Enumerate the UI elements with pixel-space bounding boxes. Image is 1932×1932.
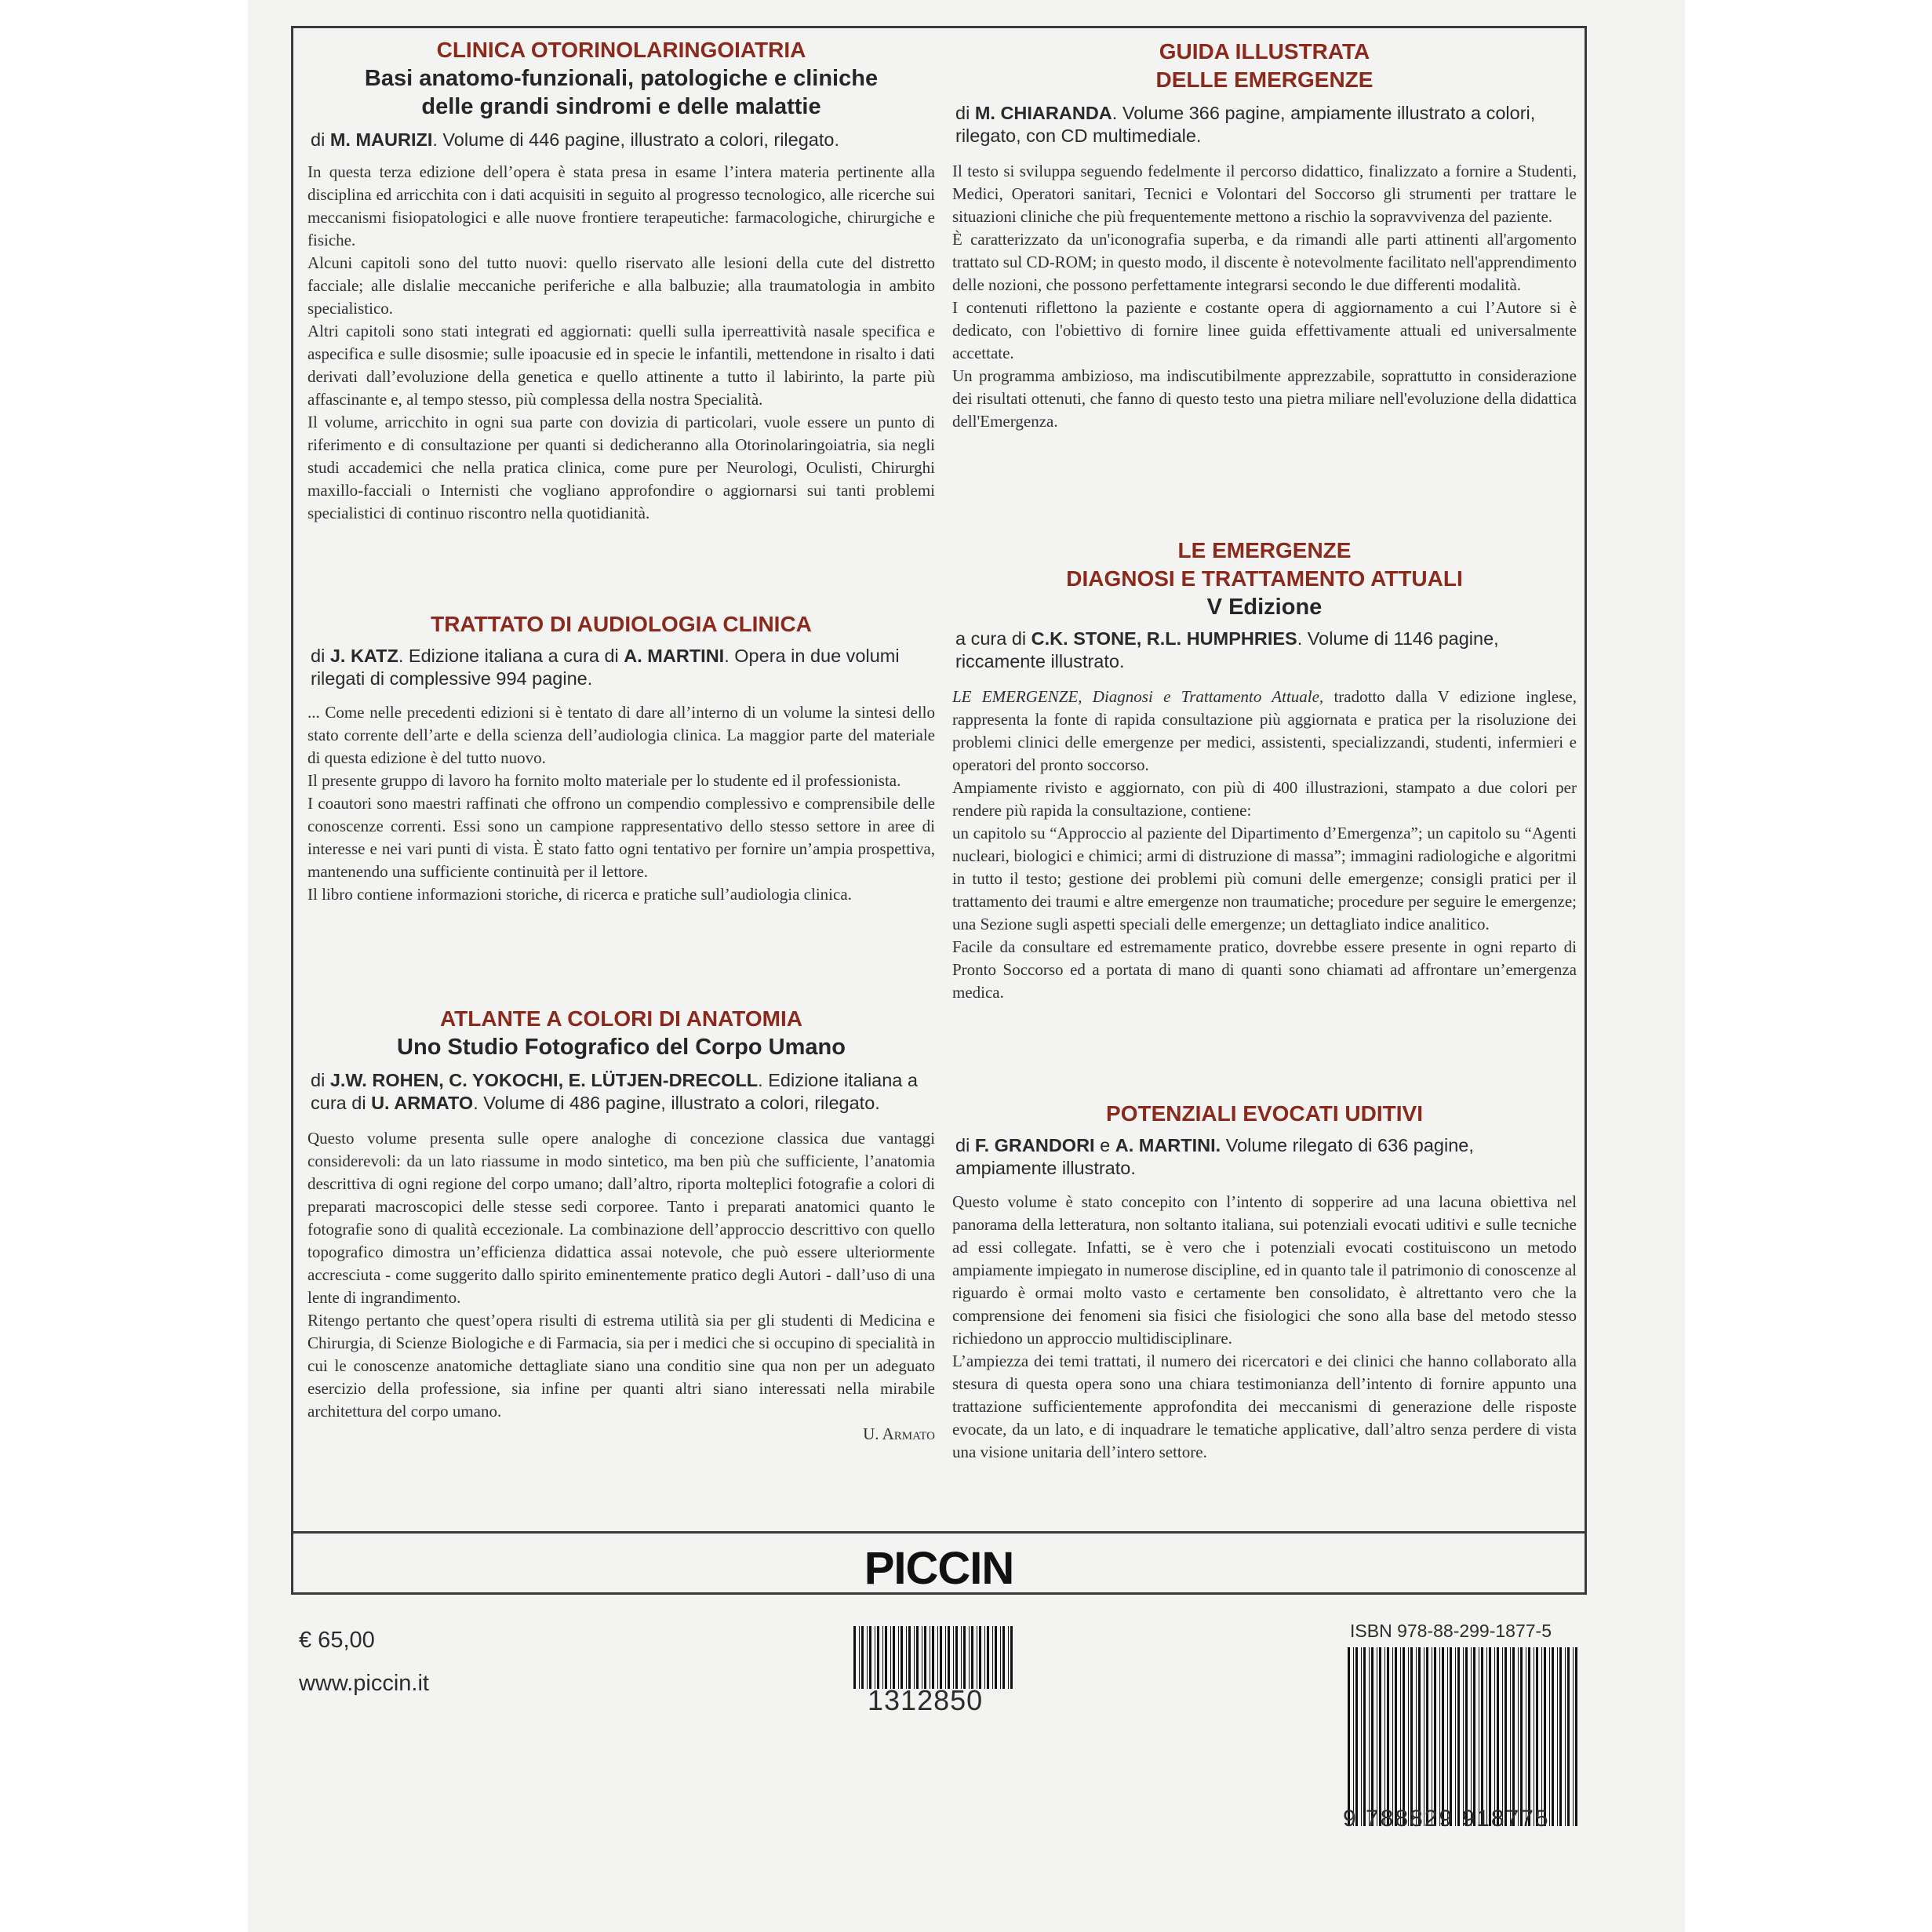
description-paragraph: Questo volume presenta sulle opere analoghe di concezione classica due vantaggi considerevoli: da un lato riassume in modo sintetico, ma ben più che sufficiente, l’anatomia descrittiva di ogni regione del corpo umano; dall’altro, riporta molteplici fotografie a colori di preparati macroscopici delle stesse sedi corporee. Tanto i preparati anatomici quanto le fotografie sono di qualità eccezionale. La combinazione dell’approccio descrittivo con quello topografico dimostra un’efficienza didattica assai notevole, che può essere ulteriormente accresciuta - come suggerito dallo spirito eminentemente pratico degli Autori - dall’uso di una lente di ingrandimento. — [307, 1129, 935, 1307]
book-subtitle: Uno Studio Fotografico del Corpo Umano — [397, 1035, 846, 1060]
barcode-bar — [1434, 1647, 1436, 1826]
barcode-bar — [1486, 1647, 1487, 1826]
book-details: . Volume 366 pagine, ampiamente illustrato a colori, rilegato, con CD multimediale. — [955, 103, 1536, 146]
barcode-bar — [1510, 1647, 1511, 1826]
book-details: . Volume di 1146 pagine, riccamente illustrato. — [955, 628, 1499, 671]
book-details: . Volume di 446 pagine, illustrato a colori, rilegato. — [432, 129, 839, 150]
barcode-bar — [955, 1626, 958, 1689]
barcode-bar — [1565, 1647, 1566, 1826]
barcode-bar — [1403, 1647, 1405, 1826]
barcode-bar — [1363, 1647, 1366, 1826]
barcode-bar — [1392, 1647, 1393, 1826]
barcode-bar — [1567, 1647, 1570, 1826]
description-paragraph: un capitolo su “Approccio al paziente del Dipartimento d’Emergenza”; un capitolo su “Agenti nucleari, biologici e chimici; armi di distruzione di massa”; immagini radiologiche e algoritmi in tutto il testo; gestione dei problemi più comuni delle emergenze; consigli pratici per il trattamento dei traumi e altre emergenze non traumatiche; procedure per seguire le emergenze; una Sezione sugli aspetti speciali delle emergenze; un dettagliato indice analitico. — [952, 824, 1577, 933]
book-title: TRATTATO DI AUDIOLOGIA CLINICA — [431, 612, 812, 636]
description-paragraph: ... Come nelle precedenti edizioni si è tentato di dare all’interno di un volume la sintesi dello stato corrente dell’arte e della scienza dell’audiologia clinica. La maggior parte del materiale di questa edizione è del tutto nuovo. — [307, 703, 935, 767]
barcode-bar — [1416, 1647, 1417, 1826]
barcode-bar — [969, 1626, 970, 1689]
book-author: M. CHIARANDA — [974, 103, 1112, 123]
barcode-bar — [1497, 1647, 1499, 1826]
book-title: GUIDA ILLUSTRATA — [1159, 39, 1370, 64]
barcode-number: 1312850 — [868, 1684, 984, 1716]
barcode-bar — [1361, 1647, 1362, 1826]
byline-text: . Edizione italiana a cura di — [398, 646, 624, 666]
book-authors: J.W. ROHEN, C. YOKOCHI, E. LÜTJEN-DRECOLL — [329, 1070, 759, 1090]
byline-prefix: a cura di — [955, 628, 1031, 649]
barcode-bar — [906, 1626, 907, 1689]
barcode-bar — [1557, 1647, 1558, 1826]
barcode-bar — [1473, 1647, 1475, 1826]
barcode-bar — [1541, 1647, 1542, 1826]
book-description — [952, 686, 1577, 1004]
barcode-bar — [1518, 1647, 1519, 1826]
description-paragraph: I contenuti riflettono la paziente e costante opera di aggiornamento a cui l’Autore si è dedicato, con l'obiettivo di fornire linee guida effettivamente attuali ed universalmente accettate. — [952, 298, 1577, 362]
barcode-bar — [1494, 1647, 1495, 1826]
barcode-bar — [1575, 1647, 1577, 1826]
book-guida-emergenze — [952, 38, 1577, 433]
barcode-bar — [963, 1626, 966, 1689]
byline-prefix: di — [955, 103, 975, 123]
barcode-bar — [1410, 1647, 1413, 1826]
book-authors: C.K. STONE, R.L. HUMPHRIES — [1031, 628, 1297, 649]
barcode-bar — [890, 1626, 891, 1689]
description-paragraph: Il libro contiene informazioni storiche, di ricerca e pratiche sull’audiologia clinica. — [307, 885, 852, 904]
barcode-bar — [1544, 1647, 1546, 1826]
description-paragraph: Un programma ambizioso, ma indiscutibilmente apprezzabile, soprattutto in considerazione dei risultati ottenuti, che fanno di questo testo una pietra miliare nell'evoluzione della didattica dell'Emergenza. — [952, 366, 1577, 431]
barcode-bar — [971, 1626, 973, 1689]
barcode-bar — [853, 1626, 856, 1689]
book-byline — [307, 129, 935, 151]
book-title: CLINICA OTORINOLARINGOIATRIA — [436, 38, 806, 62]
book-description — [307, 1127, 935, 1423]
barcode-bar — [916, 1626, 919, 1689]
book-trattato-audiologia — [307, 610, 935, 906]
description-paragraph: Il volume, arricchito in ogni sua parte con dovizia di particolari, vuole essere un punto di riferimento e di consultazione per quanti si dedicheranno alla Otorinolaringoiatria, sia negli studi accademici che nella pratica clinica, come pure per Neurologi, Oculisti, Chirurghi maxillo-facciali o Internisti che vogliano approfondire o aggiornarsi sui tanti problemi specialistici di continuo riscontro nella quotidianità. — [307, 413, 935, 522]
barcode-bar — [1520, 1647, 1523, 1826]
description-paragraph — [952, 686, 1577, 777]
byline-prefix: di — [955, 1135, 975, 1155]
barcode-bar — [908, 1626, 911, 1689]
barcode-bar — [1002, 1626, 1005, 1689]
book-title: DIAGNOSI E TRATTAMENTO ATTUALI — [1066, 566, 1463, 591]
book-byline — [952, 102, 1577, 147]
book-title: LE EMERGENZE — [1177, 538, 1352, 562]
book-editor: A. MARTINI — [624, 646, 725, 666]
barcode-bar — [1447, 1647, 1448, 1826]
barcode-bar — [961, 1626, 962, 1689]
barcode-bar — [984, 1626, 985, 1689]
barcode-bar — [1549, 1647, 1550, 1826]
book-back-cover — [248, 0, 1685, 1932]
barcode-bar — [987, 1626, 989, 1689]
content-frame — [291, 26, 1587, 1595]
barcode-bar — [979, 1626, 981, 1689]
barcode-bar — [1463, 1647, 1464, 1826]
book-author: M. MAURIZI — [329, 129, 433, 150]
barcode-bar — [945, 1626, 946, 1689]
barcode-bar — [1408, 1647, 1409, 1826]
italic-title: LE EMERGENZE, Diagnosi e Trattamento Attuale, — [952, 687, 1324, 706]
description-paragraph: Il presente gruppo di lavoro ha fornito molto materiale per lo studente ed il professionista. — [307, 771, 901, 790]
barcode-bar — [948, 1626, 950, 1689]
barcode-bar — [937, 1626, 938, 1689]
isbn: ISBN 978-88-299-1877-5 — [1350, 1621, 1552, 1641]
book-clinica-otorinolaringoiatria — [307, 36, 935, 525]
description-paragraph: Questo volume è stato concepito con l’intento di sopperire ad una lacuna obiettiva nel panorama della letteratura, non soltanto italiana, sui potenziali evocati uditivi e sulle tecniche ad essi collegate. Infatti, se è vero che i potenziali evocati costituiscono un metodo ampiamente impiegato in numerose discipline, ed in quanto tale il patrimonio di conoscenze al riguardo è ormai molto vasto e certamente ben consolidato, è altrettanto vero che la comprensione dei fenomeni sia fisici che fisiologici che sono alla base del metodo stesso richiedono un approccio multidisciplinare. — [952, 1192, 1577, 1348]
barcode-bar — [1395, 1647, 1397, 1826]
barcode-bar — [1559, 1647, 1562, 1826]
review-signature: U. Armato — [863, 1424, 935, 1443]
book-title: POTENZIALI EVOCATI UDITIVI — [1106, 1101, 1423, 1126]
barcode-bar — [1000, 1626, 1001, 1689]
barcode-bar — [1010, 1626, 1013, 1689]
barcode-bar — [893, 1626, 895, 1689]
barcode-bar — [1371, 1647, 1374, 1826]
book-subtitle: delle grandi sindromi e delle malattie — [421, 94, 821, 119]
barcode-bar — [1504, 1647, 1507, 1826]
description-paragraph: Ampiamente rivisto e aggiornato, con più di 400 illustrazioni, stampato a due colori per rendere più rapida la consultazione, contiene: — [952, 778, 1577, 820]
book-editor: U. ARMATO — [371, 1093, 474, 1113]
barcode-bar — [882, 1626, 883, 1689]
book-subtitle: Basi anatomo-funzionali, patologiche e cliniche — [364, 66, 879, 91]
barcode-bar — [995, 1626, 997, 1689]
book-atlante-anatomia — [307, 1005, 935, 1445]
barcode-bar — [1426, 1647, 1428, 1826]
barcode-icon — [852, 1626, 1018, 1689]
barcode-bar — [1552, 1647, 1554, 1826]
barcode-bar — [1439, 1647, 1440, 1826]
book-author: J. KATZ — [329, 646, 398, 666]
barcode-bar — [859, 1626, 860, 1689]
barcode-bar — [901, 1626, 903, 1689]
divider — [293, 1531, 1585, 1534]
barcode-bar — [1512, 1647, 1515, 1826]
barcode-bar — [1528, 1647, 1530, 1826]
book-byline — [952, 1134, 1577, 1180]
barcode-bar — [1387, 1647, 1389, 1826]
barcode-bar — [885, 1626, 887, 1689]
barcode-bar — [1348, 1647, 1350, 1826]
barcode-bar — [867, 1626, 868, 1689]
book-byline — [952, 628, 1577, 673]
book-description — [307, 161, 935, 525]
book-edition: V Edizione — [1206, 595, 1323, 620]
barcode-bar — [932, 1626, 934, 1689]
barcode-bar — [940, 1626, 942, 1689]
description-paragraph: Il testo si sviluppa seguendo fedelmente il percorso didattico, finalizzato a fornire a Studenti, Medici, Operatori sanitari, Tecnici e Volontari del Soccorso gli strumenti per trattare le situazioni cliniche che più frequentemente mettono a rischio la sopravvivenza del paziente. — [952, 162, 1577, 226]
description-text: tradotto dalla V edizione inglese, rappresenta la fonte di rapida consultazione più aggiornata e pratica per la risoluzione dei problemi clinici delle emergenze per medici, assistenti, specializzandi, studenti, infermieri e operatori del pronto soccorso. — [952, 687, 1577, 774]
barcode-bar — [924, 1626, 926, 1689]
barcode-bar — [877, 1626, 879, 1689]
byline-text: . Edizione italiana a cura di — [311, 1070, 918, 1113]
barcode-bar — [1536, 1647, 1538, 1826]
publisher-logo: PICCIN — [864, 1543, 1014, 1594]
book-author: A. MARTINI. — [1115, 1135, 1221, 1155]
description-paragraph: L’ampiezza dei temi trattati, il numero dei ricercatori e dei clinici che hanno collaborato alla stesura di questa opera sono una chiara testimonianza dell’intento di fornire appunto una trattazione sufficientemente approfondita dei meccanismi di generazione delle risposte evocate, da un lato, e di inquadrare le tematiche applicative, dall’altro senza perdere di vista una visione unitaria dell’intero settore. — [952, 1352, 1577, 1461]
barcode-bar — [914, 1626, 915, 1689]
byline-text: e — [1094, 1135, 1115, 1155]
book-potenziali-evocati — [952, 1100, 1577, 1464]
barcode-bar — [1471, 1647, 1472, 1826]
description-paragraph: Ritengo pertanto che quest’opera risulti di estrema utilità sia per gli studenti di Medicina e Chirurgia, di Scienze Biologiche e di Farmacia, sia per i medici che si occupino di specialità in cui le conoscenze anatomiche dettagliate siano una conditio sine qua non per un adeguato esercizio della professione, sia infine per quanti altri siano interessati nella mirabile architettura del corpo umano. — [307, 1311, 935, 1421]
barcode-bar — [1573, 1647, 1574, 1826]
barcode-bar — [861, 1626, 864, 1689]
barcode-bar — [898, 1626, 899, 1689]
book-author: F. GRANDORI — [974, 1135, 1095, 1155]
barcode-bar — [1418, 1647, 1421, 1826]
barcode-bar — [1450, 1647, 1452, 1826]
barcode-bar — [1379, 1647, 1381, 1826]
barcode-bar — [1465, 1647, 1468, 1826]
barcode-bar — [1384, 1647, 1385, 1826]
website: www.piccin.it — [299, 1671, 429, 1696]
barcode-bar — [953, 1626, 954, 1689]
description-paragraph: Altri capitoli sono stati integrati ed aggiornati: quelli sulla iperreattività nasale specifica e aspecifica e sulle disosmie; sulle ipoacusie ed in specie le infantili, mettendone in risalto i dati derivati dall’evoluzione della genetica e quello attinente a tutto il labirinto, la parte più affascinante e, al tempo stesso, più complessa della nostra Specialità. — [307, 322, 935, 409]
barcode-bar — [1355, 1647, 1358, 1826]
description-paragraph: Alcuni capitoli sono del tutto nuovi: quello riservato alle lesioni della cute del distretto facciale; alle dislalie meccaniche periferiche e alla balbuzie; alla traumatologia in ambito specialistico. — [307, 253, 935, 318]
book-details: . Opera in due volumi rilegati di complessive 994 pagine. — [311, 646, 900, 689]
book-details: Volume rilegato di 636 pagine, ampiamente illustrato. — [955, 1135, 1474, 1178]
byline-prefix: di — [311, 1070, 330, 1090]
barcode-bar — [1369, 1647, 1370, 1826]
barcode-bar — [1442, 1647, 1444, 1826]
barcode-bar — [1400, 1647, 1401, 1826]
book-title: ATLANTE A COLORI DI ANATOMIA — [440, 1006, 802, 1031]
description-paragraph: È caratterizzato da un'iconografia superba, e da rimandi alle parti attinenti all'argomento trattato sul CD-ROM; in questo modo, il discente è notevolmente facilitato nell'apprendimento delle nozioni, che possono perfettamente integrarsi secondo le due differenti modalità. — [952, 230, 1577, 294]
barcode-bar — [1457, 1647, 1460, 1826]
barcode-bar — [1455, 1647, 1456, 1826]
isbn-barcode-number: 9 788829 918775 — [1343, 1806, 1550, 1832]
description-paragraph: I coautori sono maestri raffinati che offrono un compendio complessivo e comprensibile delle conoscenze correnti. Essi sono un campione rappresentativo dello stesso settore in aree di interesse e nei vari punti di vista. È stato fatto ogni tentativo per fornire un’ampia prospettiva, mantenendo una sufficiente continuità per il lettore. — [307, 794, 935, 881]
barcode-bar — [1489, 1647, 1491, 1826]
description-paragraph: In questa terza edizione dell’opera è stata presa in esame l’intera materia pertinente alla disciplina ed arricchita con i dati acquisiti in seguito al progresso tecnologico, alle ricerche sui meccanismi fisiopatologici e alle nuove frontiere terapeutiche: farmacologiche, chirurgiche e fisiche. — [307, 162, 935, 249]
book-details: . Volume di 486 pagine, illustrato a colori, rilegato. — [473, 1093, 880, 1113]
price: € 65,00 — [299, 1628, 375, 1653]
barcode-bar — [992, 1626, 993, 1689]
barcode-bar — [869, 1626, 871, 1689]
book-description — [952, 1191, 1577, 1464]
isbn-barcode-icon — [1346, 1647, 1581, 1826]
barcode-bar — [1353, 1647, 1354, 1826]
book-title: DELLE EMERGENZE — [1155, 67, 1374, 92]
book-le-emergenze — [952, 537, 1577, 1004]
book-description — [307, 701, 935, 906]
book-byline — [307, 645, 935, 690]
barcode-bar — [1481, 1647, 1483, 1826]
book-byline — [307, 1069, 935, 1115]
byline-prefix: di — [311, 646, 330, 666]
barcode-bar — [1008, 1626, 1009, 1689]
barcode-bar — [1502, 1647, 1503, 1826]
book-description — [952, 160, 1577, 433]
byline-prefix: di — [311, 129, 330, 150]
description-paragraph: Facile da consultare ed estremamente pratico, dovrebbe essere presente in ogni reparto di Pronto Soccorso ed a portata di mano di quanti sono chiamati ad affrontare un’emergenza medica. — [952, 937, 1577, 1002]
